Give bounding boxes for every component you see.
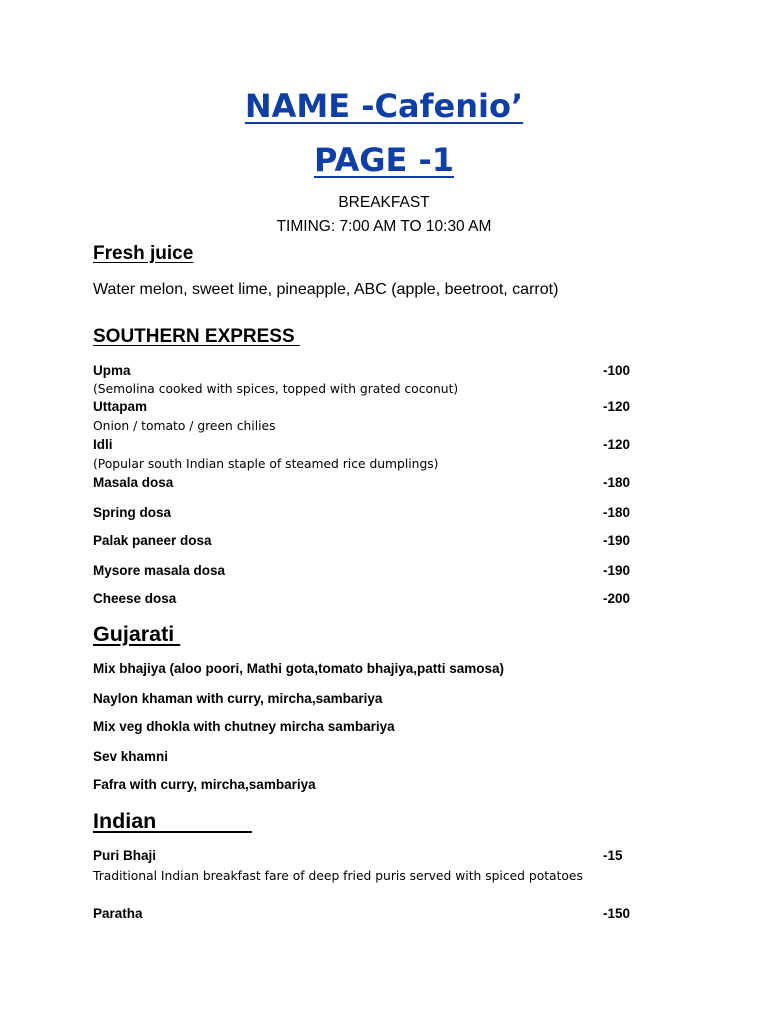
menu-item-description: (Semolina cooked with spices, topped with grated coconut) [93,382,459,396]
menu-item-name: Sev khamni [93,749,169,764]
menu-item-description: Traditional Indian breakfast fare of deep fried puris served with spiced potatoes [93,869,583,883]
menu-item-price: -200 [603,591,631,606]
menu-item-price: -100 [603,363,631,378]
timing-label: TIMING: 7:00 AM TO 10:30 AM [276,218,492,235]
menu-item-name: Naylon khaman with curry, mircha,sambariya [93,691,383,706]
menu-item-name: Upma [93,363,131,378]
menu-item-name: Paratha [93,906,143,921]
menu-item-price: -150 [603,906,631,921]
menu-item-name: Masala dosa [93,475,174,490]
menu-item-name: Palak paneer dosa [93,533,212,548]
menu-item-price: -180 [603,505,631,520]
menu-item-price: -180 [603,475,631,490]
menu-item-name: Mix veg dhokla with chutney mircha sambariya [93,719,395,734]
menu-item-name: Mysore masala dosa [93,563,226,578]
menu-item-description: (Popular south Indian staple of steamed rice dumplings) [93,457,439,471]
meal-label: BREAKFAST [338,194,430,211]
menu-item-name: Idli [93,437,113,452]
menu-item-name: Uttapam [93,399,148,414]
menu-item-name: Mix bhajiya (aloo poori, Mathi gota,tomato bhajiya,patti samosa) [93,661,505,676]
menu-item-price: -190 [603,563,631,578]
menu-item-description: Onion / tomato / green chilies [93,419,276,433]
menu-item-name: Cheese dosa [93,591,177,606]
southern-express-heading: SOUTHERN EXPRESS [93,326,300,347]
menu-item-name: Puri Bhaji [93,848,157,863]
fresh-juice-heading: Fresh juice [93,243,194,264]
fresh-juice-list: Water melon, sweet lime, pineapple, ABC (apple, beetroot, carrot) [93,281,559,298]
indian-heading: Indian [93,809,252,833]
menu-item-price: -120 [603,399,631,414]
menu-item-name: Fafra with curry, mircha,sambariya [93,777,316,792]
restaurant-name: NAME -Cafenio’ [244,87,524,125]
page-number: PAGE -1 [313,141,455,179]
menu-item-name: Spring dosa [93,505,172,520]
menu-item-price: -15 [603,848,623,863]
gujarati-heading: Gujarati [93,622,181,646]
menu-item-price: -120 [603,437,631,452]
menu-item-price: -190 [603,533,631,548]
